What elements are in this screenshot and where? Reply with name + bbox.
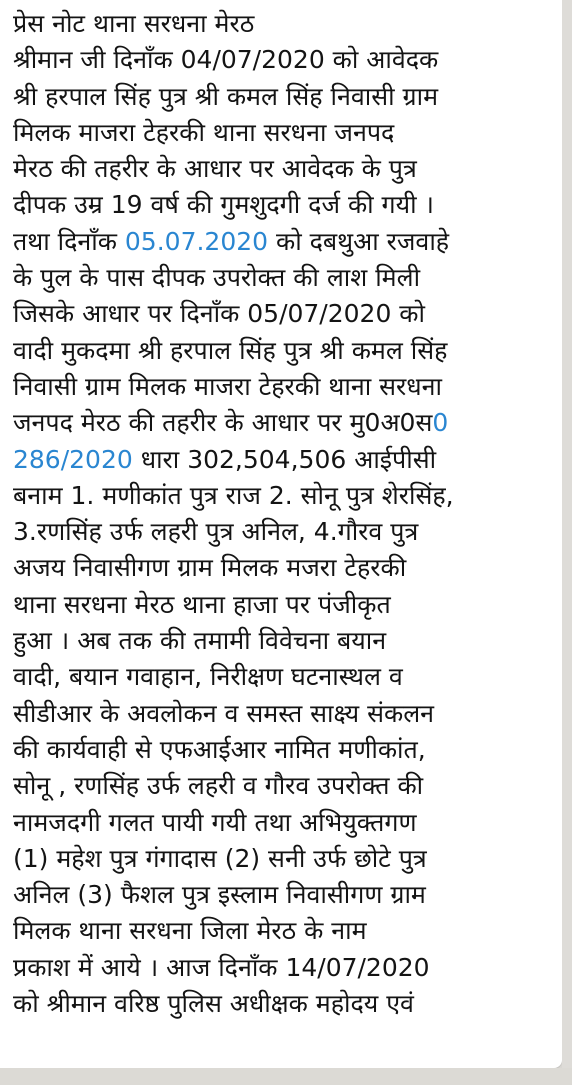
message-text-segment: मेरठ की तहरीर के आधार पर आवेदक के पुत्र bbox=[13, 154, 417, 184]
message-text-segment: (1) महेश पुत्र गंगादास (2) सनी उर्फ छोटे पुत्र bbox=[13, 843, 427, 873]
message-text-segment: निवासी ग्राम मिलक माजरा टेहरकी थाना सरधना bbox=[13, 371, 442, 401]
message-text-segment: को दबथुआ रजवाहे bbox=[268, 226, 450, 256]
message-text-segment: धारा 302,504,506 आईपीसी bbox=[132, 444, 437, 474]
message-line bbox=[13, 478, 558, 514]
message-text-segment: के पुल के पास दीपक उपरोक्त की लाश मिली bbox=[13, 263, 421, 293]
message-line bbox=[13, 187, 558, 223]
detected-link[interactable]: 0 bbox=[432, 408, 449, 438]
message-line bbox=[13, 732, 558, 768]
message-line bbox=[13, 79, 558, 115]
message-text-segment: अनिल (3) फैशल पुत्र इस्लाम निवासीगण ग्राम bbox=[13, 880, 426, 910]
message-text-segment: मिलक थाना सरधना जिला मेरठ के नाम bbox=[13, 916, 367, 946]
message-line bbox=[13, 333, 558, 369]
message-line bbox=[13, 841, 558, 877]
message-text-segment: जिसके आधार पर दिनाँक 05/07/2020 को bbox=[13, 299, 425, 329]
message-line bbox=[13, 877, 558, 913]
message-line bbox=[13, 805, 558, 841]
chat-background-edge bbox=[562, 0, 572, 1068]
message-text-segment: थाना सरधना मेरठ थाना हाजा पर पंजीकृत bbox=[13, 589, 391, 619]
message-line bbox=[13, 369, 558, 405]
message-line bbox=[13, 550, 558, 586]
message-line bbox=[13, 405, 558, 441]
message-text-segment: 3.रणसिंह उर्फ लहरी पुत्र अनिल, 4.गौरव पुत्र bbox=[13, 517, 419, 547]
message-text-segment: बनाम 1. मणीकांत पुत्र राज 2. सोनू पुत्र शेरसिंह, bbox=[13, 480, 454, 510]
message-text-segment: श्रीमान जी दिनाँक 04/07/2020 को आवेदक bbox=[13, 45, 439, 75]
message-text-segment: दीपक उम्र 19 वर्ष की गुमशुदगी दर्ज की गयी । bbox=[13, 190, 435, 220]
message-line bbox=[13, 696, 558, 732]
message-line bbox=[13, 587, 558, 623]
message-line bbox=[13, 623, 558, 659]
message-text-segment: मिलक माजरा टेहरकी थाना सरधना जनपद bbox=[13, 117, 395, 147]
message-line bbox=[13, 986, 558, 1022]
message-text-segment: अजय निवासीगण ग्राम मिलक मजरा टेहरकी bbox=[13, 553, 407, 583]
message-text-segment: श्री हरपाल सिंह पुत्र श्री कमल सिंह निवासी ग्राम bbox=[13, 81, 439, 111]
message-line bbox=[13, 6, 558, 42]
message-line bbox=[13, 296, 558, 332]
message-line bbox=[13, 442, 558, 478]
chat-background-strip bbox=[0, 1068, 572, 1085]
message-line bbox=[13, 514, 558, 550]
message-line bbox=[13, 115, 558, 151]
message-text-segment: तथा दिनाँक bbox=[13, 226, 125, 256]
message-text-segment: वादी, बयान गवाहान, निरीक्षण घटनास्थल व bbox=[13, 662, 403, 692]
message-line bbox=[13, 260, 558, 296]
message-line bbox=[13, 659, 558, 695]
message-line bbox=[13, 224, 558, 260]
message-text-segment: सीडीआर के अवलोकन व समस्त साक्ष्य संकलन bbox=[13, 698, 435, 728]
message-line bbox=[13, 42, 558, 78]
message-text-segment: हुआ । अब तक की तमामी विवेचना बयान bbox=[13, 626, 387, 656]
message-text-segment: प्रेस नोट थाना सरधना मेरठ bbox=[13, 9, 255, 38]
message-text-segment: वादी मुकदमा श्री हरपाल सिंह पुत्र श्री कमल सिंह bbox=[13, 335, 448, 365]
message-line bbox=[13, 950, 558, 986]
message-line bbox=[13, 768, 558, 804]
message-text-segment: नामजदगी गलत पायी गयी तथा अभियुक्तगण bbox=[13, 807, 417, 837]
message-text-segment: प्रकाश में आये । आज दिनाँक 14/07/2020 bbox=[13, 952, 430, 982]
message-text-segment: सोनू , रणसिंह उर्फ लहरी व गौरव उपरोक्त की bbox=[13, 771, 424, 801]
detected-link[interactable]: 286/2020 bbox=[13, 444, 133, 474]
detected-link[interactable]: 05.07.2020 bbox=[124, 226, 269, 256]
message-text-segment: जनपद मेरठ की तहरीर के आधार पर मु0अ0स bbox=[13, 408, 433, 438]
message-text bbox=[13, 6, 558, 1022]
message-text-segment: की कार्यवाही से एफआईआर नामित मणीकांत, bbox=[13, 734, 426, 764]
message-line bbox=[13, 151, 558, 187]
message-text-segment: को श्रीमान वरिष्ठ पुलिस अधीक्षक महोदय एवं bbox=[13, 989, 414, 1019]
message-line bbox=[13, 913, 558, 949]
